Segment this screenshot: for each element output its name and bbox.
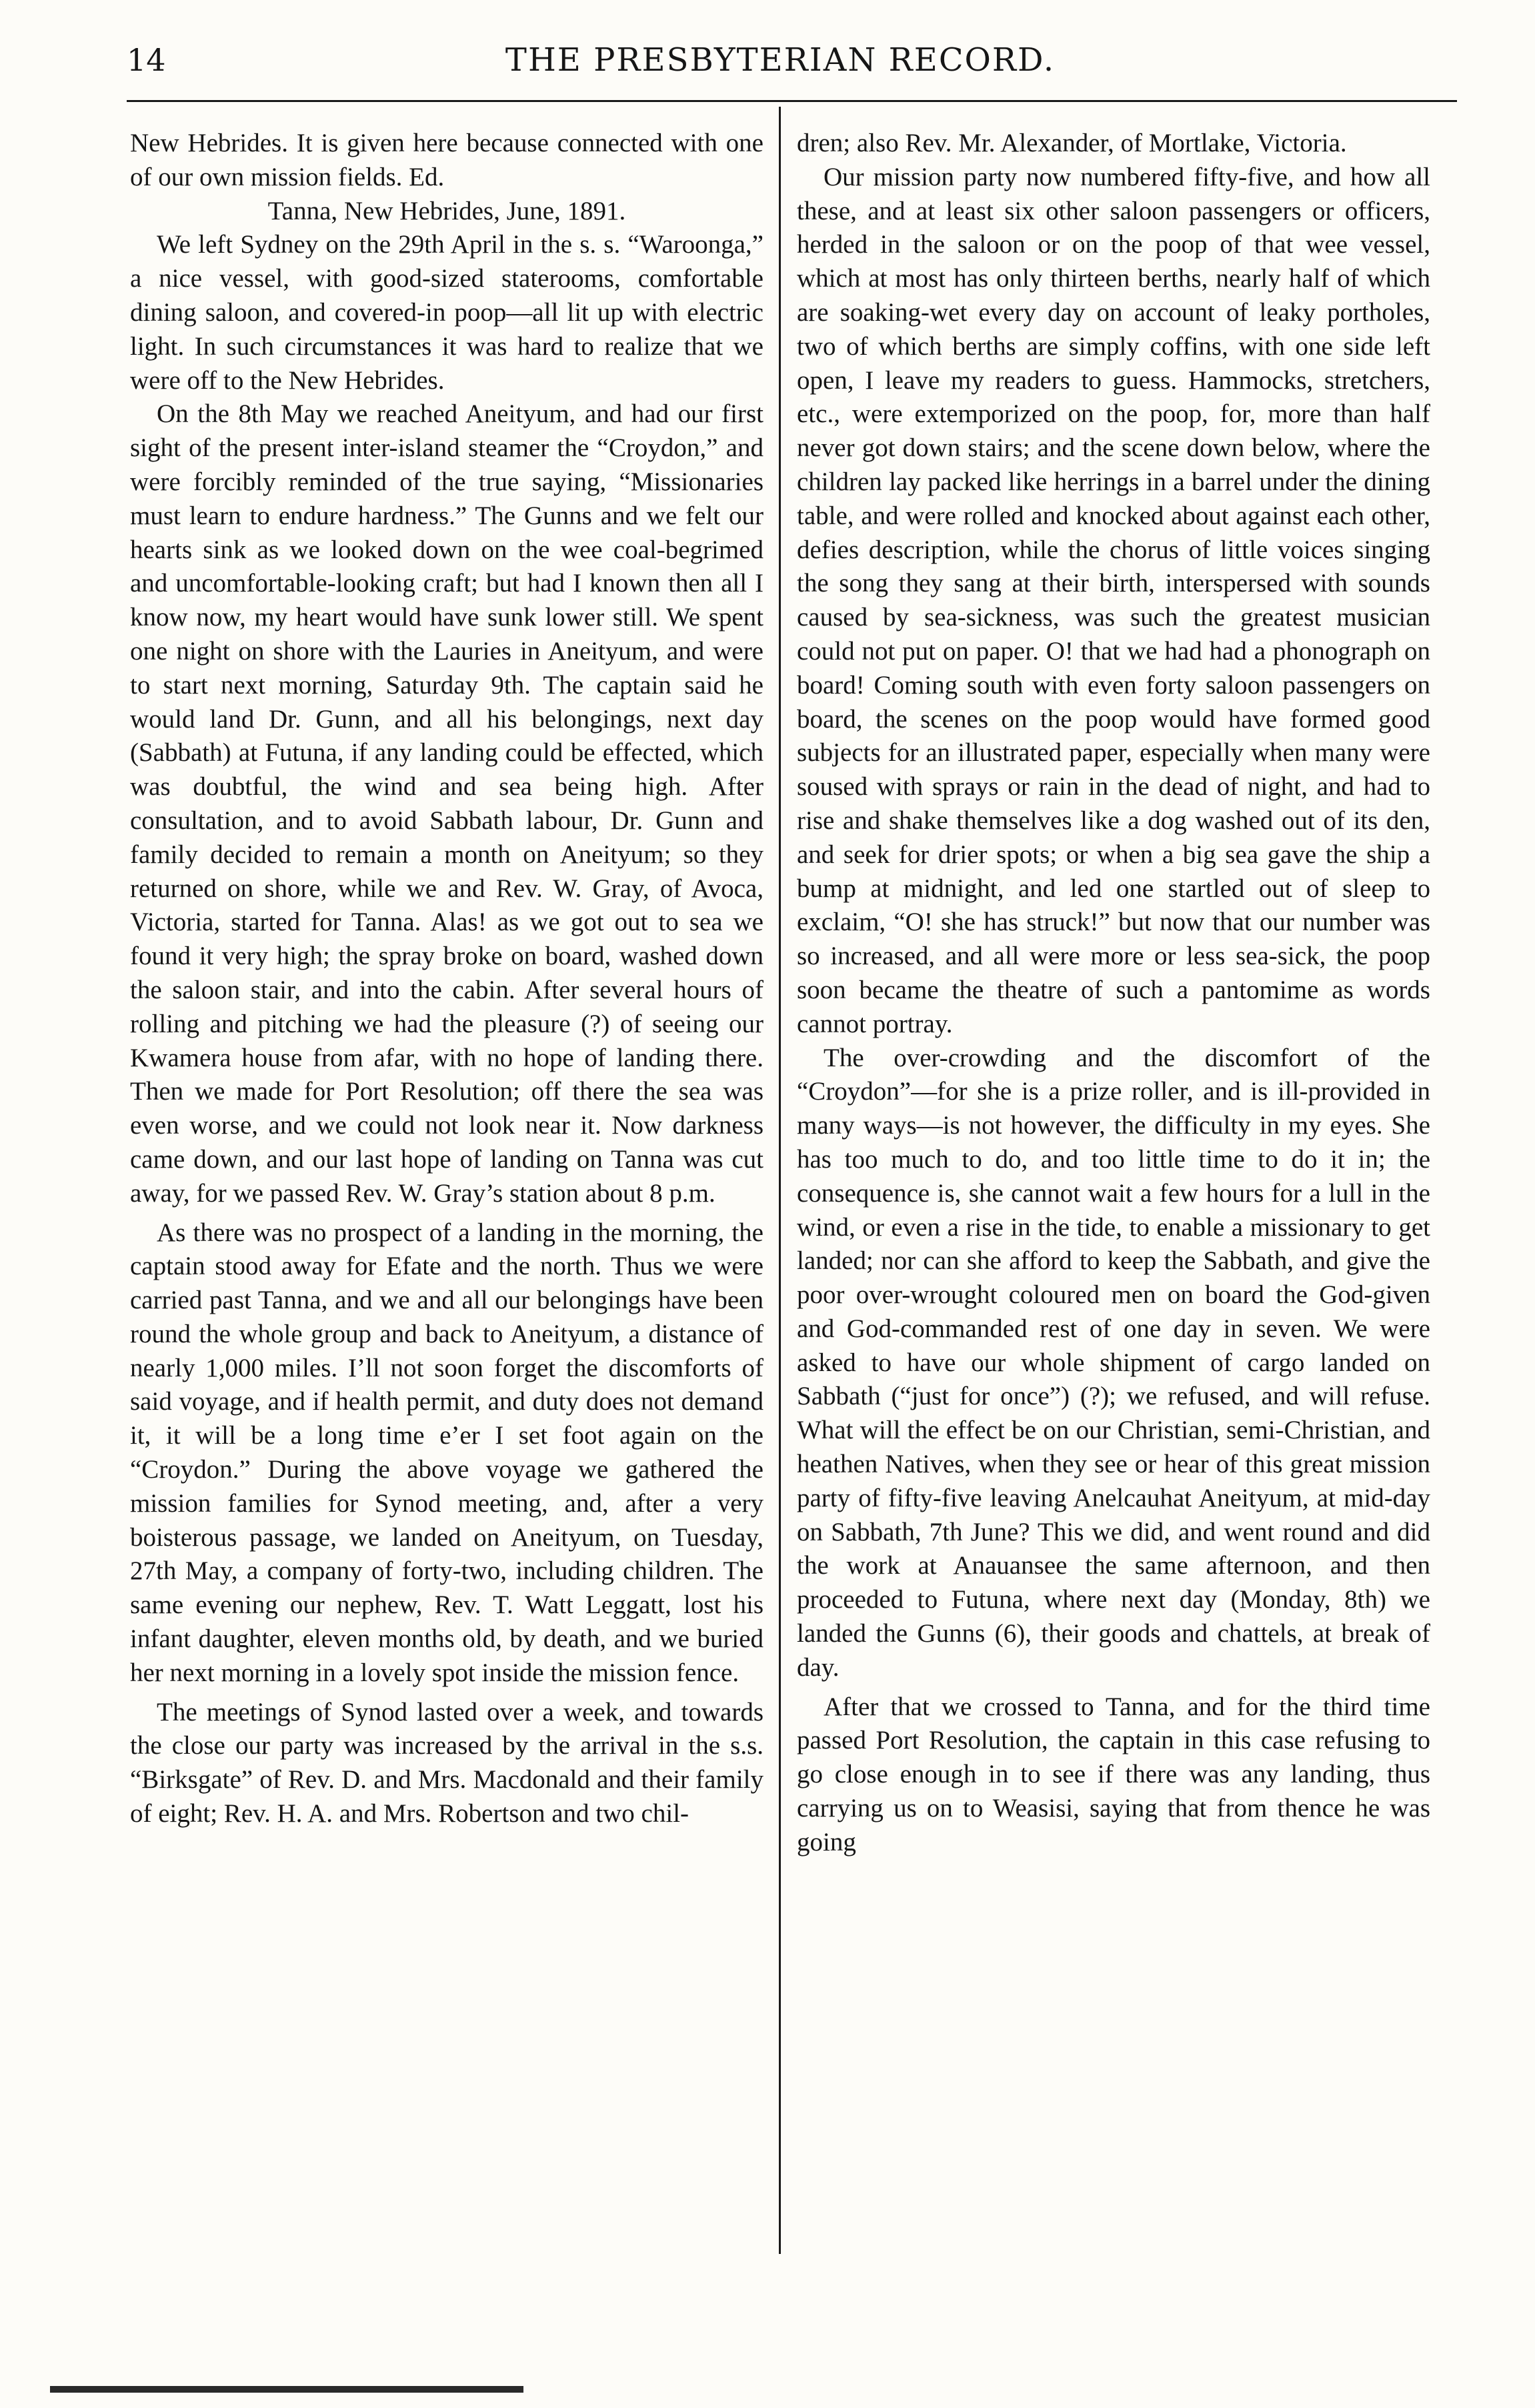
left-column bbox=[130, 127, 763, 1831]
page-number: 14 bbox=[127, 42, 166, 78]
column-rule bbox=[779, 107, 781, 2254]
paragraph: As there was no prospect of a landing in the morning, the captain stood away for Efate and the north. Thus we were carried past Tanna, and we and all our belongings have been round the whole group and back to Aneityum, a distance of nearly 1,000 miles. I’ll not soon forget the discomforts of said voyage, and if health permit, and duty does not demand it, it will be a long time e’er I set foot again on the “Croydon.” During the above voyage we gathered the mission families for Synod meeting, and, after a very boisterous passage, we landed on Aneityum, on Tuesday, 27th May, a company of forty-two, including children. The same evening our nephew, Rev. T. Watt Leggatt, lost his infant daughter, eleven months old, by death, and we buried her next morning in a lovely spot inside the mission fence. bbox=[130, 1218, 763, 1687]
paragraph: On the 8th May we reached Aneityum, and had our first sight of the present inter-island steamer the “Croydon,” and were forcibly reminded of the true saying, “Missionaries must learn to endure hardness.” The Gunns and we felt our hearts sink as we looked down on the wee coal-begrimed and uncomfortable-looking craft; but had I known then all I know now, my heart would have sunk lower still. We spent one night on shore with the Lauries in Aneityum, and were to start next morning, Saturday 9th. The captain said he would land Dr. Gunn, and all his belongings, next day (Sabbath) at Futuna, if any landing could be effected, which was doubtful, the wind and sea being high. After consultation, and to avoid Sabbath labour, Dr. Gunn and family decided to remain a month on Aneityum; so they returned on shore, while we and Rev. W. Gray, of Avoca, Victoria, started for Tanna. Alas! as we got out to sea we found it very high; the spray broke on board, washed down the saloon stair, and into the cabin. After several hours of rolling and pitching we had the pleasure (?) of seeing our Kwamera house from afar, with no hope of landing there. Then we made for Port Resolution; off there the sea was even worse, and we could not look near it. Now darkness came down, and our last hope of landing on Tanna was cut away, for we passed Rev. W. Gray’s station about 8 p.m. bbox=[130, 399, 763, 1208]
bottom-rule bbox=[50, 2386, 523, 2393]
right-column bbox=[797, 127, 1430, 1860]
header-rule bbox=[127, 100, 1457, 102]
dateline: Tanna, New Hebrides, June, 1891. bbox=[267, 196, 626, 225]
paragraph: The over-crowding and the discomfort of the “Croydon”—for she is a prize roller, and is ill-provided in many ways—is not however, the difficulty in my eyes. She has too much to do, and too little time to do it in; the consequence is, she cannot wait a few hours for a lull in the wind, or even a rise in the tide, to enable a missionary to get landed; nor can she afford to keep the Sabbath, and give the poor over-wrought coloured men on board the God-given and God-commanded rest of one day in seven. We were asked to have our whole shipment of cargo landed on Sabbath (“just for once”) (?); we refused, and will refuse. What will the effect be on our Christian, semi-Christian, and heathen Natives, when they see or hear of this great mission party of fifty-five leaving Anelcauhat Aneityum, at mid-day on Sabbath, 7th June? This we did, and went round and did the work at Anauansee the same afternoon, and then proceeded to Futuna, where next day (Monday, 8th) we landed the Gunns (6), their goods and chattels, at break of day. bbox=[797, 1043, 1430, 1682]
page-header bbox=[127, 33, 1434, 87]
paragraph: The meetings of Synod lasted over a week, and towards the close our party was increased by the arrival in the s.s. “Birksgate” of Rev. D. and Mrs. Macdonald and their family of eight; Rev. H. A. and Mrs. Robertson and two chil- bbox=[130, 1697, 763, 1829]
paragraph: Our mission party now numbered fifty-five, and how all these, and at least six other saloon passengers or officers, herded in the saloon or on the poop of that wee vessel, which at most has only thirteen berths, nearly half of which are soaking-wet every day on account of leaky portholes, two of which berths are simply coffins, with one side left open, I leave my readers to guess. Hammocks, stretchers, etc., were extemporized on the poop, for, more than half never got down stairs; and the scene down below, where the children lay packed like herrings in a barrel under the dining table, and were rolled and knocked about against each other, defies description, while the chorus of little voices singing the song they sang at their birth, interspersed with sounds caused by sea-sickness, was such the greatest musician could not put on paper. O! that we had had a phonograph on board! Coming south with even forty saloon passengers on board, the scenes on the poop would have formed good subjects for an illustrated paper, especially when many were soused with sprays or rain in the dead of night, and had to rise and shake themselves like a dog washed out of its den, and seek for drier spots; or when a big sea gave the ship a bump at midnight, and led one startled out of sleep to exclaim, “O! she has struck!” but now that our number was so increased, and all were more or less sea-sick, the poop soon became the theatre of such a pantomime as words cannot portray. bbox=[797, 162, 1430, 1038]
paragraph: After that we crossed to Tanna, and for the third time passed Port Resolution, the captain in this case refusing to go close enough in to see if there was any landing, thus carrying us on to Weasisi, saying that from thence he was going bbox=[797, 1692, 1430, 1857]
running-title: THE PRESBYTERIAN RECORD. bbox=[505, 41, 1056, 79]
intro-note: New Hebrides. It is given here because connected with one of our own mission fields. Ed. bbox=[130, 129, 763, 191]
paragraph-continued: dren; also Rev. Mr. Alexander, of Mortlake, Victoria. bbox=[797, 129, 1347, 157]
paragraph: We left Sydney on the 29th April in the s. s. “Waroonga,” a nice vessel, with good-sized staterooms, comfortable dining saloon, and covered-in poop—all lit up with electric light. In such circumstances it was hard to realize that we were off to the New Hebrides. bbox=[130, 230, 763, 395]
